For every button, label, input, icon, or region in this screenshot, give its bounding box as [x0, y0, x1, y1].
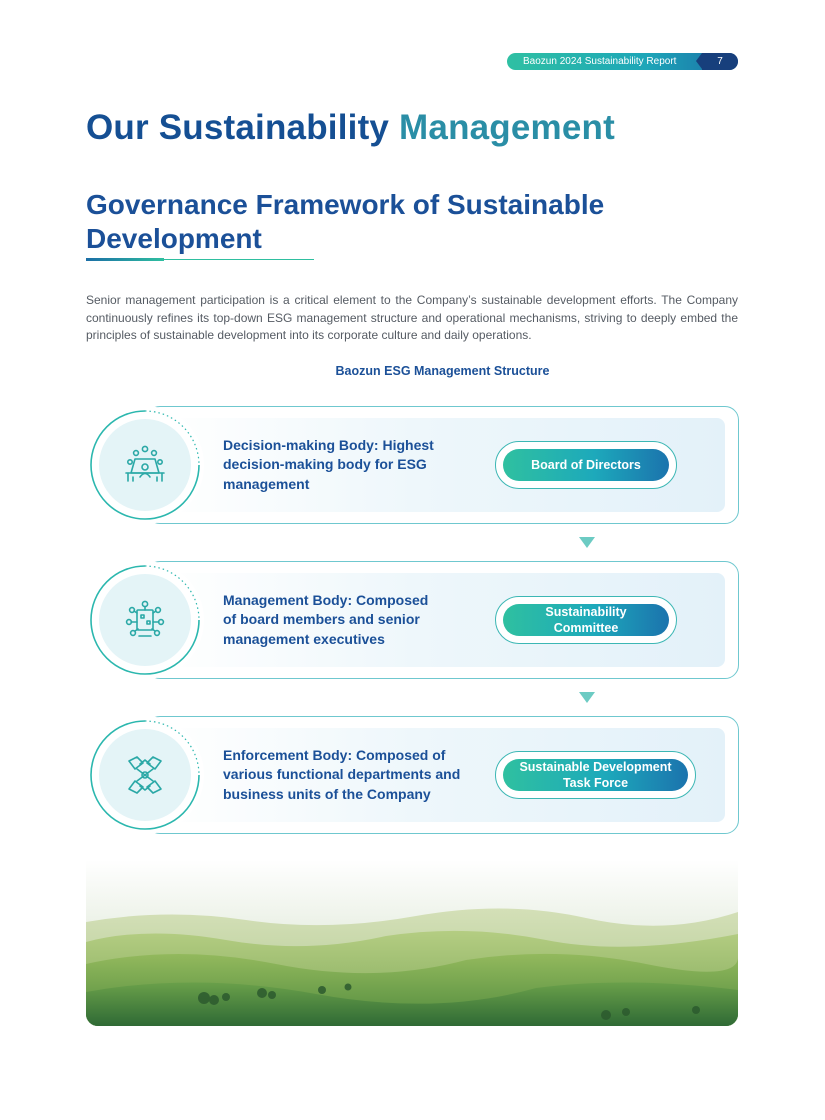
page-title: [86, 108, 615, 148]
tier-description: Enforcement Body: Composed of various functional departments and business units of the Company: [223, 746, 461, 802]
body-label: Sustainability Committee: [503, 604, 669, 636]
meeting-table-icon: [123, 443, 167, 487]
section-title-underline: [86, 258, 314, 261]
body-badge: [495, 596, 677, 644]
tier-management: [86, 561, 739, 679]
tier-description: Management Body: Composed of board members and senior management executives: [223, 591, 429, 647]
flow-arrow-icon: [579, 537, 595, 548]
flow-arrow-icon: [579, 692, 595, 703]
tier-icon-circle: [86, 716, 204, 834]
tier-description: Decision-making Body: Highest decision-making body for ESG management: [223, 436, 434, 492]
report-title: Baozun 2024 Sustainability Report: [523, 56, 677, 67]
body-label: Sustainable Development Task Force: [503, 759, 688, 791]
tier-icon-circle: [86, 561, 204, 679]
landscape-illustration: [86, 860, 738, 1026]
section-title: Governance Framework of Sustainable Development: [86, 189, 605, 254]
body-label: Board of Directors: [503, 449, 669, 481]
body-badge: [495, 441, 677, 489]
page-title-part1: Our Sustainability: [86, 108, 390, 147]
body-badge: [495, 751, 696, 799]
page-number: 7: [702, 53, 738, 70]
page-title-part2: Management: [399, 108, 615, 147]
intro-paragraph: Senior management participation is a critical element to the Company’s sustainable development efforts. The Company continuously refines its top-down ESG management structure and operational mechanisms, striving to deeply embed the principles of sustainable development into its corporate culture and daily operations.: [86, 293, 738, 342]
tier-decision-making: [86, 406, 739, 524]
committee-network-icon: [123, 598, 167, 642]
tier-icon-circle: [86, 406, 204, 524]
cooperation-hands-icon: [123, 753, 167, 797]
diagram-title: Baozun ESG Management Structure: [335, 364, 550, 378]
report-header: [507, 53, 738, 70]
tier-enforcement: [86, 716, 739, 834]
